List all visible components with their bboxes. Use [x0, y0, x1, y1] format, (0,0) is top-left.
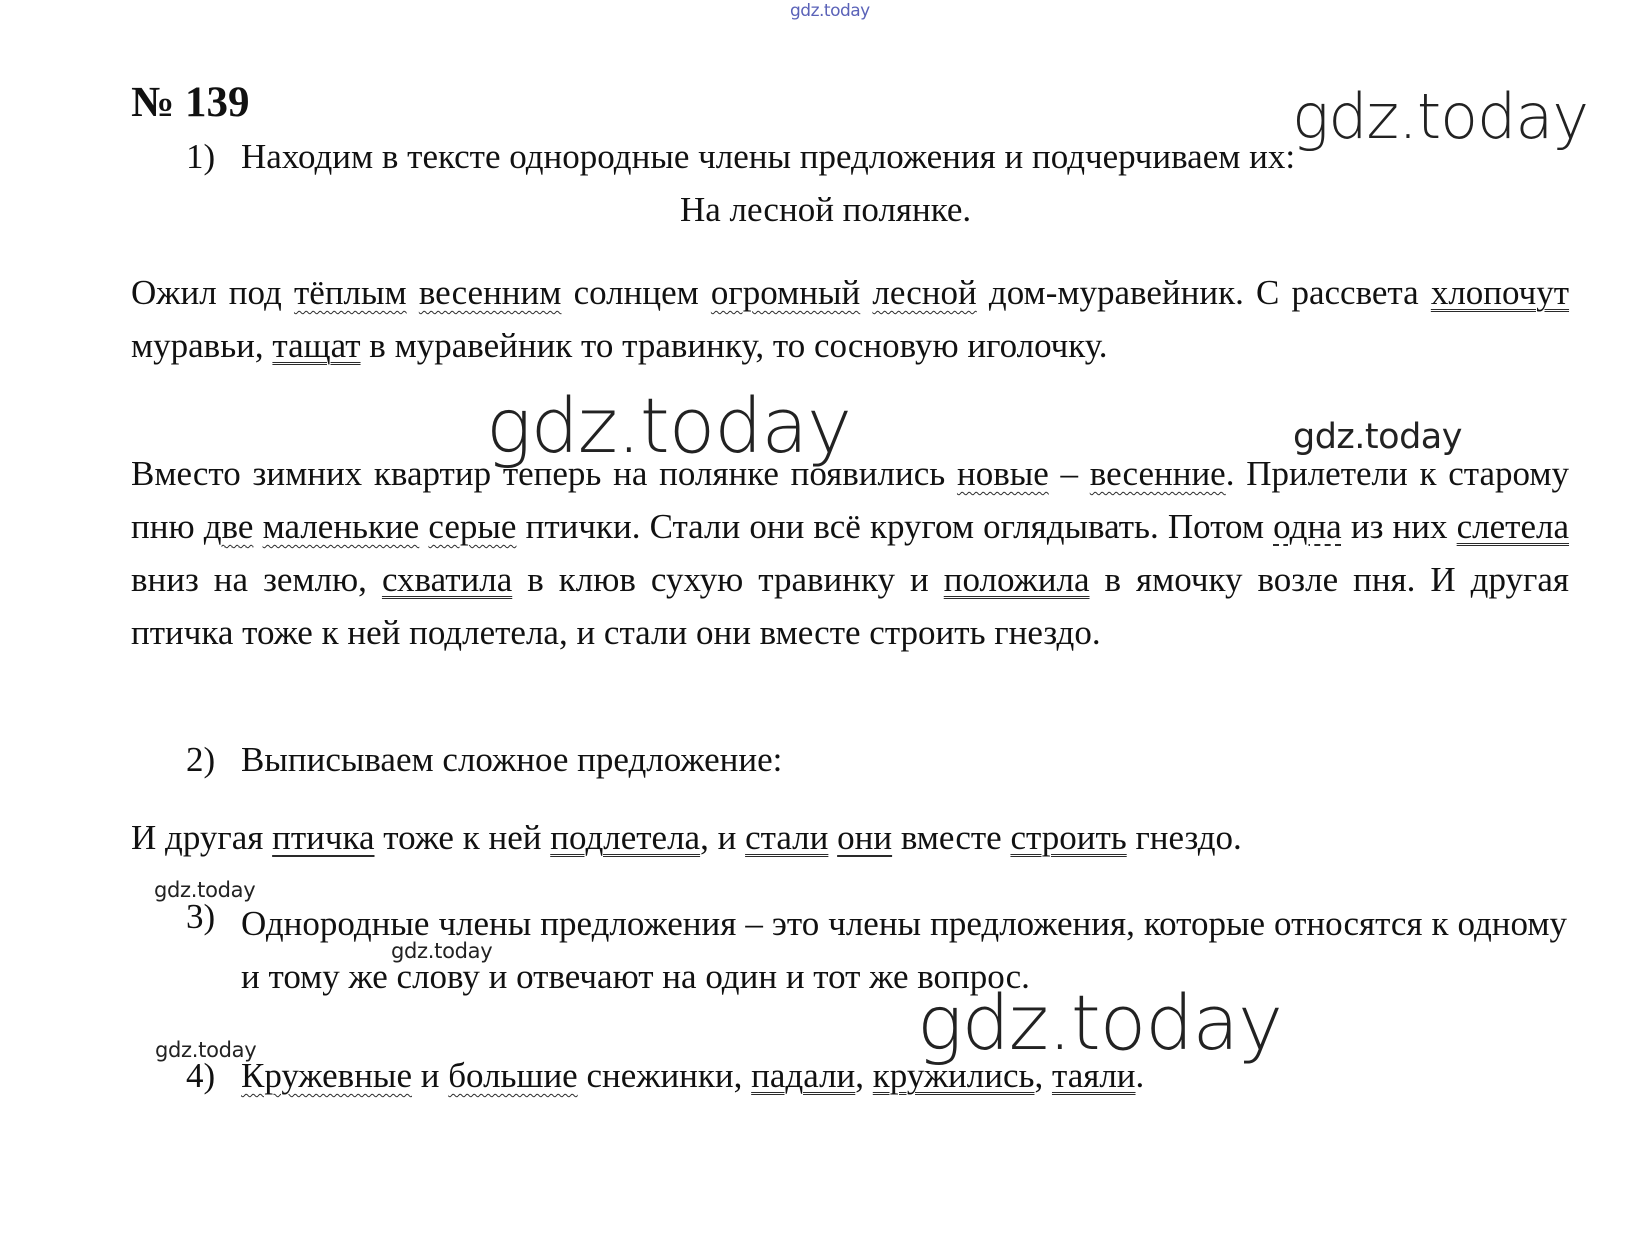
double-underlined-word: падали — [751, 1056, 856, 1095]
wavy-underlined-word: новые — [956, 454, 1049, 493]
paragraph-2: Вместо зимних квартир теперь на полянке появились новые – весенние. Прилетели к старому пню две маленькие серые птички. Стали они всё кругом оглядывать. Потом одна из них слетела вниз на землю, схватила в клюв сухую травинку и положила в ямочку возле пня. И другая птичка тоже к ней подлетела, и стали они вместе строить гнездо. — [131, 454, 1570, 652]
watermark-2: gdz.today — [486, 381, 851, 470]
double-underlined-word: тащат — [272, 326, 361, 365]
text-title: На лесной полянке. — [680, 190, 972, 229]
double-underlined-word: подлетела — [550, 818, 701, 857]
wavy-underlined-word: весенние — [1089, 454, 1226, 493]
task-4-line — [186, 1056, 1144, 1096]
watermark-4: gdz.today — [154, 878, 256, 902]
watermark-5: gdz.today — [391, 939, 493, 963]
watermark-3: gdz.today — [1293, 417, 1462, 457]
task-1-label: Находим в тексте однородные члены предложения и подчерчиваем их: — [241, 137, 1296, 176]
complex-sentence: И другая птичка тоже к ней подлетела, и стали они вместе строить гнездо. — [131, 818, 1242, 857]
double-underlined-word: стали — [745, 818, 829, 857]
wavy-underlined-word: весенним — [418, 273, 562, 312]
task-2-line — [186, 740, 782, 780]
exercise-number: № 139 — [131, 79, 250, 126]
task-3-number: 3) — [186, 897, 216, 936]
single-underlined-word: птичка — [272, 818, 375, 857]
wavy-underlined-word: маленькие — [262, 507, 420, 546]
task-1-line — [186, 137, 1554, 177]
wavy-underlined-word: тёплым — [293, 273, 407, 312]
wavy-underlined-word: лесной — [872, 273, 977, 312]
double-underlined-word: слетела — [1456, 507, 1570, 546]
double-underlined-word: строить — [1010, 818, 1127, 857]
watermark-top: gdz.today — [790, 1, 870, 21]
wavy-underlined-word: две — [203, 507, 254, 546]
wavy-underlined-word: огромный — [710, 273, 861, 312]
wavy-underlined-word: серые — [428, 507, 517, 546]
task-2-label: Выписываем сложное предложение: — [241, 740, 783, 779]
double-underlined-word: таяли — [1051, 1056, 1136, 1095]
dashed-underlined-word: одна — [1273, 507, 1342, 546]
wavy-underlined-word: большие — [448, 1056, 578, 1095]
task-3-text: Однородные члены предложения – это члены предложения, которые относятся к одному и тому же слову и отвечают на один и тот же вопрос. — [241, 904, 1567, 996]
double-underlined-word: хлопочут — [1430, 273, 1570, 312]
wavy-underlined-word: Кружевные — [241, 1056, 412, 1095]
task-4-text: Кружевные и большие снежинки, падали, кружились, таяли. — [241, 1056, 1145, 1095]
double-underlined-word: схватила — [381, 560, 513, 599]
double-underlined-word: кружились — [872, 1056, 1035, 1095]
paragraph-1: Ожил под тёплым весенним солнцем огромный лесной дом-муравейник. С рассвета хлопочут муравьи, тащат в муравейник то травинку, то сосновую иголочку. — [131, 273, 1570, 365]
task-2-number: 2) — [186, 740, 216, 779]
task-4-number: 4) — [186, 1056, 216, 1095]
double-underlined-word: положила — [943, 560, 1090, 599]
watermark-6: gdz.today — [917, 978, 1282, 1067]
single-underlined-word: они — [837, 818, 893, 857]
task-1-number: 1) — [186, 137, 216, 176]
watermark-1: gdz.today — [1292, 80, 1589, 153]
watermark-7: gdz.today — [155, 1038, 257, 1062]
